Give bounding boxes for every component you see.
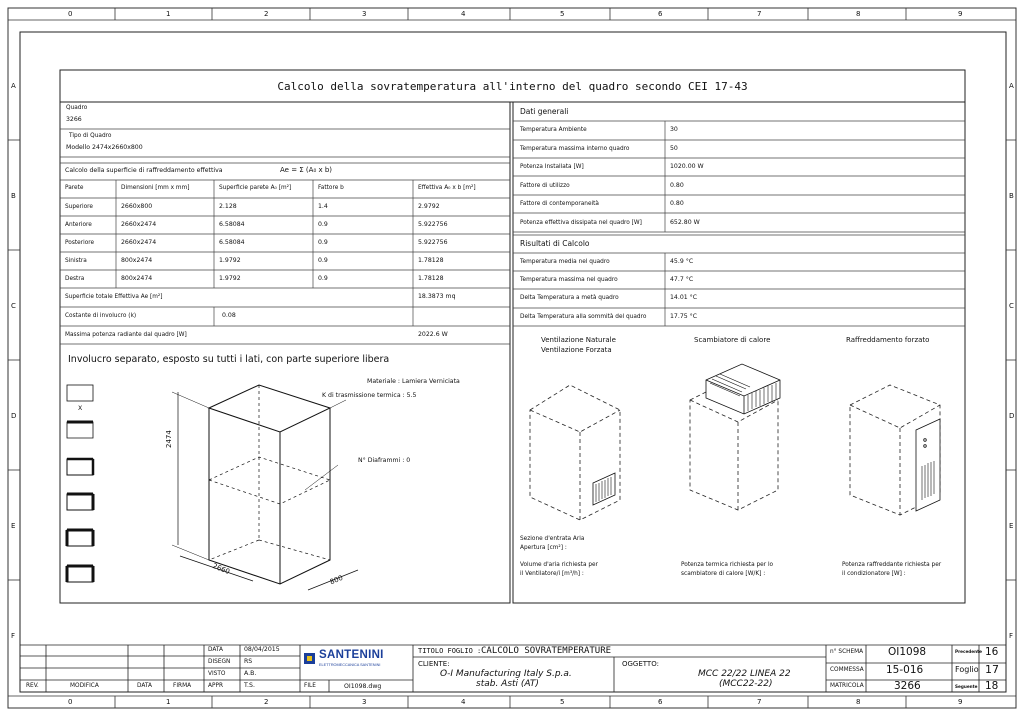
cliente-name: O-I Manufacturing Italy S.p.a.: [440, 669, 572, 679]
row-label-e: E: [11, 522, 16, 530]
seguente-label: Seguente: [955, 684, 978, 689]
risultati-value: 14.01 °C: [670, 294, 698, 301]
appr-label: APPR: [208, 683, 223, 689]
totale-label: Superficie totale Effettiva Ae [m²]: [65, 294, 163, 300]
matricola-label: MATRICOLA: [830, 683, 864, 689]
col-label-3: 3: [362, 10, 367, 18]
potenza-scambiatore-label-b: scambiatore di calore [W/K] :: [681, 571, 766, 577]
col-label-bottom-3: 3: [362, 698, 367, 706]
foglio-label: Foglio: [955, 665, 979, 674]
diaframmi-label: N° Diaframmi : 0: [358, 457, 411, 464]
dati-label: Fattore di contemporaneità: [520, 201, 599, 207]
seguente-value: 18: [985, 680, 999, 692]
col-label-bottom-9: 9: [958, 698, 963, 706]
commessa-value: 15-016: [886, 664, 924, 676]
table-cell: 2660x2474: [121, 239, 157, 246]
k-trasmissione-label: K di trasmissione termica : 5.5: [322, 392, 417, 399]
massima-label: Massima potenza radiante dal quadro [W]: [65, 332, 187, 338]
disegn-value: RS: [244, 658, 253, 665]
oggetto-value-b: (MCC22-22): [719, 679, 773, 689]
col-label-bottom-4: 4: [461, 698, 466, 706]
cliente-label: CLIENTE:: [418, 660, 450, 668]
commessa-label: COMMESSA: [830, 667, 864, 673]
visto-label: VISTO: [208, 671, 226, 677]
sezione-label-a: Sezione d'entrata Aria: [520, 536, 585, 542]
rev-header: REV.: [26, 683, 39, 689]
table-cell: 2660x800: [121, 203, 153, 210]
company-logo-subtitle: ELETTROMECCANICA SANTENINI: [319, 663, 381, 667]
risultati-value: 45.9 °C: [670, 258, 694, 265]
dimension-width: 2660: [211, 561, 231, 577]
col-label-bottom-1: 1: [166, 698, 171, 706]
appr-value: T.S.: [244, 682, 255, 689]
risultati-label: Delta Temperatura alla sommità del quadro: [520, 314, 647, 320]
disegn-label: DISEGN: [208, 659, 231, 665]
table-cell: 6.58084: [219, 221, 245, 228]
calc-heading: Calcolo della superficie di raffreddamento effettiva: [65, 167, 223, 174]
row-label-c: C: [11, 302, 16, 310]
precedente-label: Precedente: [955, 649, 982, 654]
table-cell: 2660x2474: [121, 221, 157, 228]
sezione-label-b: Apertura [cm²] :: [520, 545, 567, 551]
table-cell: 5.922756: [418, 239, 448, 246]
dimension-height: 2474: [165, 430, 173, 448]
risultati-label: Delta Temperatura a metà quadro: [520, 295, 619, 301]
costante-label: Costante di involucro (k): [65, 313, 137, 319]
risultati-value: 47.7 °C: [670, 276, 694, 283]
col-label-bottom-2: 2: [264, 698, 269, 706]
table-cell: 0.9: [318, 257, 328, 264]
table-cell: 800x2474: [121, 275, 153, 282]
foglio-value: 17: [985, 663, 999, 676]
table-header-superficie: Superficie parete A₀ [m²]: [219, 185, 292, 191]
dati-value: 652.80 W: [670, 219, 700, 226]
risultati-value: 17.75 °C: [670, 313, 698, 320]
visto-value: A.B.: [244, 670, 257, 677]
row-label-right-b: B: [1009, 192, 1014, 200]
dati-value: 0.80: [670, 182, 684, 189]
col-label-6: 6: [658, 10, 663, 18]
file-label: FILE: [304, 683, 316, 689]
data-label: DATA: [208, 647, 223, 653]
row-label-b: B: [11, 192, 16, 200]
col-label-9: 9: [958, 10, 963, 18]
row-label-right-e: E: [1009, 522, 1014, 530]
table-cell: 1.9792: [219, 275, 241, 282]
col-label-1: 1: [166, 10, 171, 18]
row-label-a: A: [11, 82, 16, 90]
involucro-heading: Involucro separato, esposto su tutti i lati, con parte superiore libera: [68, 354, 390, 365]
company-logo: SANTENINI: [319, 649, 384, 661]
row-label-right-f: F: [1009, 632, 1014, 640]
dati-label: Temperatura Ambiente: [520, 127, 587, 133]
potenza-raffreddante-label-b: il condizionatore [W] :: [842, 571, 906, 577]
table-header-fattore: Fattore b: [318, 185, 344, 191]
matricola-value: 3266: [894, 680, 921, 692]
col-label-7: 7: [757, 10, 762, 18]
potenza-scambiatore-label-a: Potenza termica richiesta per lo: [681, 562, 774, 568]
data-header: DATA: [137, 683, 152, 689]
tipo-value: Modello 2474x2660x800: [66, 144, 143, 151]
table-cell: 2.9792: [418, 203, 440, 210]
modifica-header: MODIFICA: [70, 683, 99, 689]
table-header-parete: Parete: [65, 185, 84, 191]
table-cell: 1.78128: [418, 275, 444, 282]
table-cell: 6.58084: [219, 239, 245, 246]
potenza-raffreddante-label-a: Potenza raffreddante richiesta per: [842, 562, 942, 568]
table-cell: 2.128: [219, 203, 237, 210]
oggetto-value-a: MCC 22/22 LINEA 22: [698, 669, 791, 679]
col-label-bottom-6: 6: [658, 698, 663, 706]
enclosure-type-mark: X: [78, 405, 83, 412]
volume-label-b: il Ventilatore/i [m³/h] :: [520, 571, 584, 577]
table-cell: 800x2474: [121, 257, 153, 264]
col-label-5: 5: [560, 10, 565, 18]
quadro-value: 3266: [66, 116, 82, 123]
file-value: OI1098.dwg: [344, 683, 382, 690]
raffreddamento-title: Raffreddamento forzato: [846, 336, 930, 344]
calc-formula: Ae = Σ (A₀ x b): [280, 166, 333, 174]
table-cell: Superiore: [65, 204, 93, 210]
dati-label: Fattore di utilizzo: [520, 183, 570, 189]
ventilazione-forzata-title: Ventilazione Forzata: [541, 346, 612, 354]
table-header-effettiva: Effettiva A₀ x b [m²]: [418, 185, 476, 191]
dati-heading: Dati generali: [520, 107, 569, 116]
totale-value: 18.3873 mq: [418, 293, 456, 300]
table-cell: Sinistra: [65, 258, 87, 264]
oggetto-label: OGGETTO:: [622, 660, 659, 668]
row-label-d: D: [11, 412, 17, 420]
titolo-foglio-value: CALCOLO SOVRATEMPERATURE: [481, 646, 612, 656]
table-cell: 5.922756: [418, 221, 448, 228]
col-label-bottom-5: 5: [560, 698, 565, 706]
materiale-label: Materiale : Lamiera Verniciata: [367, 378, 460, 385]
table-cell: 0.9: [318, 275, 328, 282]
volume-label-a: Volume d'aria richiesta per: [520, 562, 598, 568]
quadro-label: Quadro: [66, 105, 88, 111]
col-label-bottom-8: 8: [856, 698, 861, 706]
dati-value: 30: [670, 126, 678, 133]
dati-label: Temperatura massima interno quadro: [520, 146, 630, 152]
table-cell: Anteriore: [65, 222, 92, 228]
cliente-location: stab. Asti (AT): [476, 679, 539, 689]
col-label-bottom-7: 7: [757, 698, 762, 706]
tipo-label: Tipo di Quadro: [69, 133, 112, 139]
page-title: Calcolo della sovratemperatura all'interno del quadro secondo CEI 17-43: [277, 80, 748, 93]
schema-label: n° SCHEMA: [830, 649, 864, 655]
titolo-foglio-label: TITOLO FOGLIO :: [418, 647, 482, 655]
table-cell: Posteriore: [65, 240, 95, 246]
col-label-bottom-0: 0: [68, 698, 73, 706]
row-label-right-c: C: [1009, 302, 1014, 310]
data-value: 08/04/2015: [244, 646, 280, 653]
table-cell: 0.9: [318, 239, 328, 246]
col-label-2: 2: [264, 10, 269, 18]
table-header-dimensioni: Dimensioni [mm x mm]: [121, 185, 190, 191]
table-cell: 1.4: [318, 203, 328, 210]
row-label-right-d: D: [1009, 412, 1015, 420]
risultati-label: Temperatura media nel quadro: [520, 259, 610, 265]
firma-header: FIRMA: [173, 683, 192, 689]
table-cell: 1.9792: [219, 257, 241, 264]
col-label-4: 4: [461, 10, 466, 18]
massima-value: 2022.6 W: [418, 331, 448, 338]
dati-label: Potenza effettiva dissipata nel quadro [W]: [520, 220, 642, 226]
risultati-label: Temperatura massima nel quadro: [520, 277, 618, 283]
dati-label: Potenza Installata [W]: [520, 164, 584, 170]
dati-value: 50: [670, 145, 678, 152]
row-label-right-a: A: [1009, 82, 1014, 90]
dimension-depth: 800: [328, 573, 345, 587]
table-cell: 1.78128: [418, 257, 444, 264]
ventilazione-naturale-title: Ventilazione Naturale: [541, 336, 616, 344]
table-cell: 0.9: [318, 221, 328, 228]
scambiatore-title: Scambiatore di calore: [694, 336, 771, 344]
schema-value: OI1098: [888, 646, 927, 658]
table-cell: Destra: [65, 276, 85, 282]
dati-value: 1020.00 W: [670, 163, 704, 170]
col-label-0: 0: [68, 10, 73, 18]
row-label-f: F: [11, 632, 16, 640]
risultati-heading: Risultati di Calcolo: [520, 239, 590, 248]
col-label-8: 8: [856, 10, 861, 18]
costante-value: 0.08: [222, 312, 236, 319]
precedente-value: 16: [985, 646, 999, 658]
dati-value: 0.80: [670, 200, 684, 207]
